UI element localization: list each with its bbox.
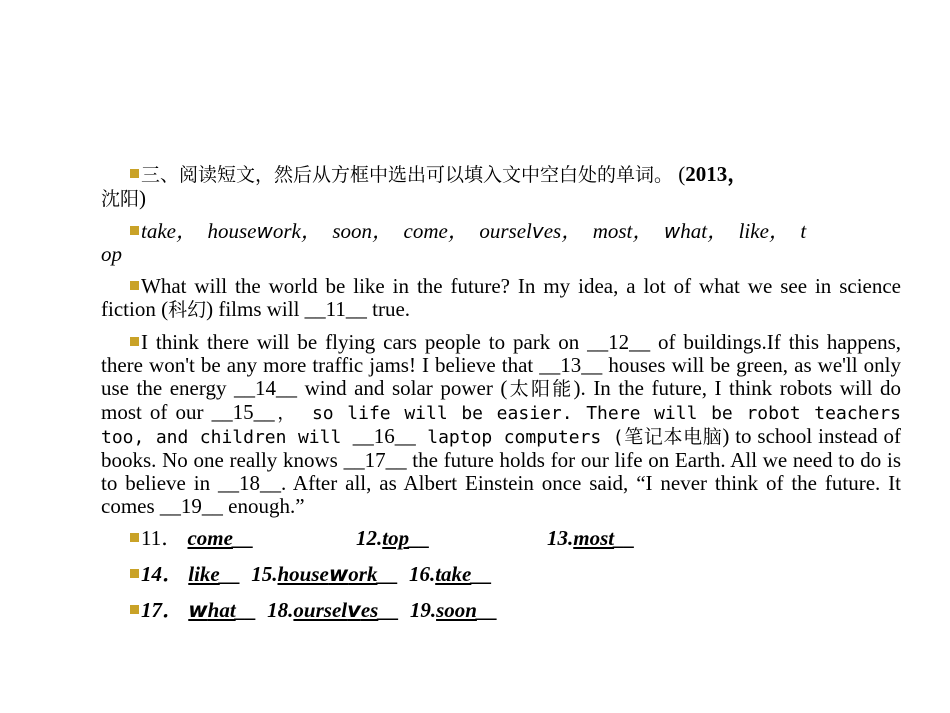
word-bank-item: ourselves [479, 219, 562, 243]
source-city: 沈阳 [101, 188, 140, 210]
answer-word: like [188, 562, 220, 586]
source-open: ( [678, 162, 686, 186]
passage-text: enough.” [222, 494, 305, 518]
chinese-gloss: 太阳能 [507, 378, 574, 400]
passage-text: of buildings.If this happens, there won't be any more traffic jams! I believe that [101, 330, 901, 377]
word-bank-item: take [141, 219, 176, 243]
bullet-icon [130, 569, 139, 578]
word-bank-item: most [592, 219, 633, 243]
answer-row-2: 14． like__ 15.housework__ 16.take__ [101, 563, 901, 589]
passage-text: I think there will be flying cars people to park on [141, 330, 588, 354]
blank-14: __14__ [234, 376, 298, 400]
answer-number: 18. [267, 598, 294, 622]
answer-number: 14． [141, 562, 183, 586]
word-bank-item: what [663, 219, 708, 243]
answer-word: housework [277, 562, 378, 586]
answer-row-1: 11． come__ 12.top__ 13.most__ [101, 527, 901, 553]
passage-text: true. [366, 297, 411, 321]
bullet-icon [130, 226, 139, 235]
answer-number: 12. [356, 526, 383, 550]
exercise-content [101, 163, 901, 635]
passage-text: ). In the future, I think robots will do most of our [101, 376, 901, 424]
instruction-text: 三、阅读短文，然后从方框中选出可以填入文中空白处的单词。 [141, 164, 674, 186]
blank-17: __17__ [343, 448, 407, 472]
source-year: 2013， [685, 162, 749, 186]
blank-19: __19__ [159, 494, 223, 518]
blank-11: __11__ [304, 297, 367, 321]
answer-number: 15. [251, 562, 278, 586]
word-bank-item: soon [332, 219, 373, 243]
passage-text: the future holds for our life on Earth. All we need to do is to believe in [101, 448, 901, 495]
chinese-gloss: 科幻 [168, 299, 207, 321]
blank-18: __18__ [217, 471, 281, 495]
answer-number: 13. [547, 526, 574, 550]
answer-word: most [573, 526, 615, 550]
word-bank: take， housework， soon， come， ourselves， most， what， like， t op [101, 219, 807, 266]
bullet-icon [130, 605, 139, 614]
word-bank-item: housework [207, 219, 301, 243]
blank-12: __12__ [587, 330, 651, 354]
passage-text: houses will be green, as we'll only use the energy [101, 353, 901, 400]
source-close: ) [139, 186, 147, 210]
answer-word: come [187, 526, 233, 550]
chinese-gloss: 笔记本电脑 [623, 426, 723, 448]
bullet-icon [130, 533, 139, 542]
answer-word: ourselves [293, 598, 379, 622]
bullet-icon [130, 169, 139, 178]
passage-text-mono: laptop computers ( [415, 427, 624, 448]
blank-15: __15__ [211, 400, 275, 424]
bullet-icon [130, 337, 139, 346]
answer-number: 19. [409, 598, 437, 622]
blank-16: __16__ [352, 424, 416, 448]
bullet-icon [130, 281, 139, 290]
passage-paragraph-1 [101, 275, 901, 322]
blank-13: __13__ [539, 353, 603, 377]
passage-text: ) films will [206, 297, 305, 321]
answer-number: 17． [141, 598, 183, 622]
passage-text: ) to school instead of books. No one really knows [101, 424, 901, 472]
answer-word: soon [436, 598, 477, 622]
passage-text-mono: ， so life will be easier. There will be robot teachers too, and children will [101, 403, 902, 448]
answer-row-3: 17． what__ 18.ourselves__ 19.soon__ [101, 599, 901, 625]
answer-word: take [435, 562, 472, 586]
passage-paragraph-2 [101, 331, 901, 518]
answer-number: 16. [408, 562, 436, 586]
word-bank-item: like [738, 219, 769, 243]
word-bank-item: t op [101, 219, 807, 266]
instruction-paragraph [101, 163, 901, 211]
word-bank-item: come [403, 219, 448, 243]
answer-word: what [188, 598, 236, 622]
passage-text: What will the world be like in the future? In my idea, a lot of what we see in science fiction ( [101, 274, 901, 321]
answer-word: top [382, 526, 410, 550]
passage-text: wind and solar power ( [297, 376, 508, 400]
answer-number: 11． [141, 526, 183, 550]
passage-text: . After all, as Albert Einstein once said, “I never think of the future. It comes [101, 471, 901, 518]
